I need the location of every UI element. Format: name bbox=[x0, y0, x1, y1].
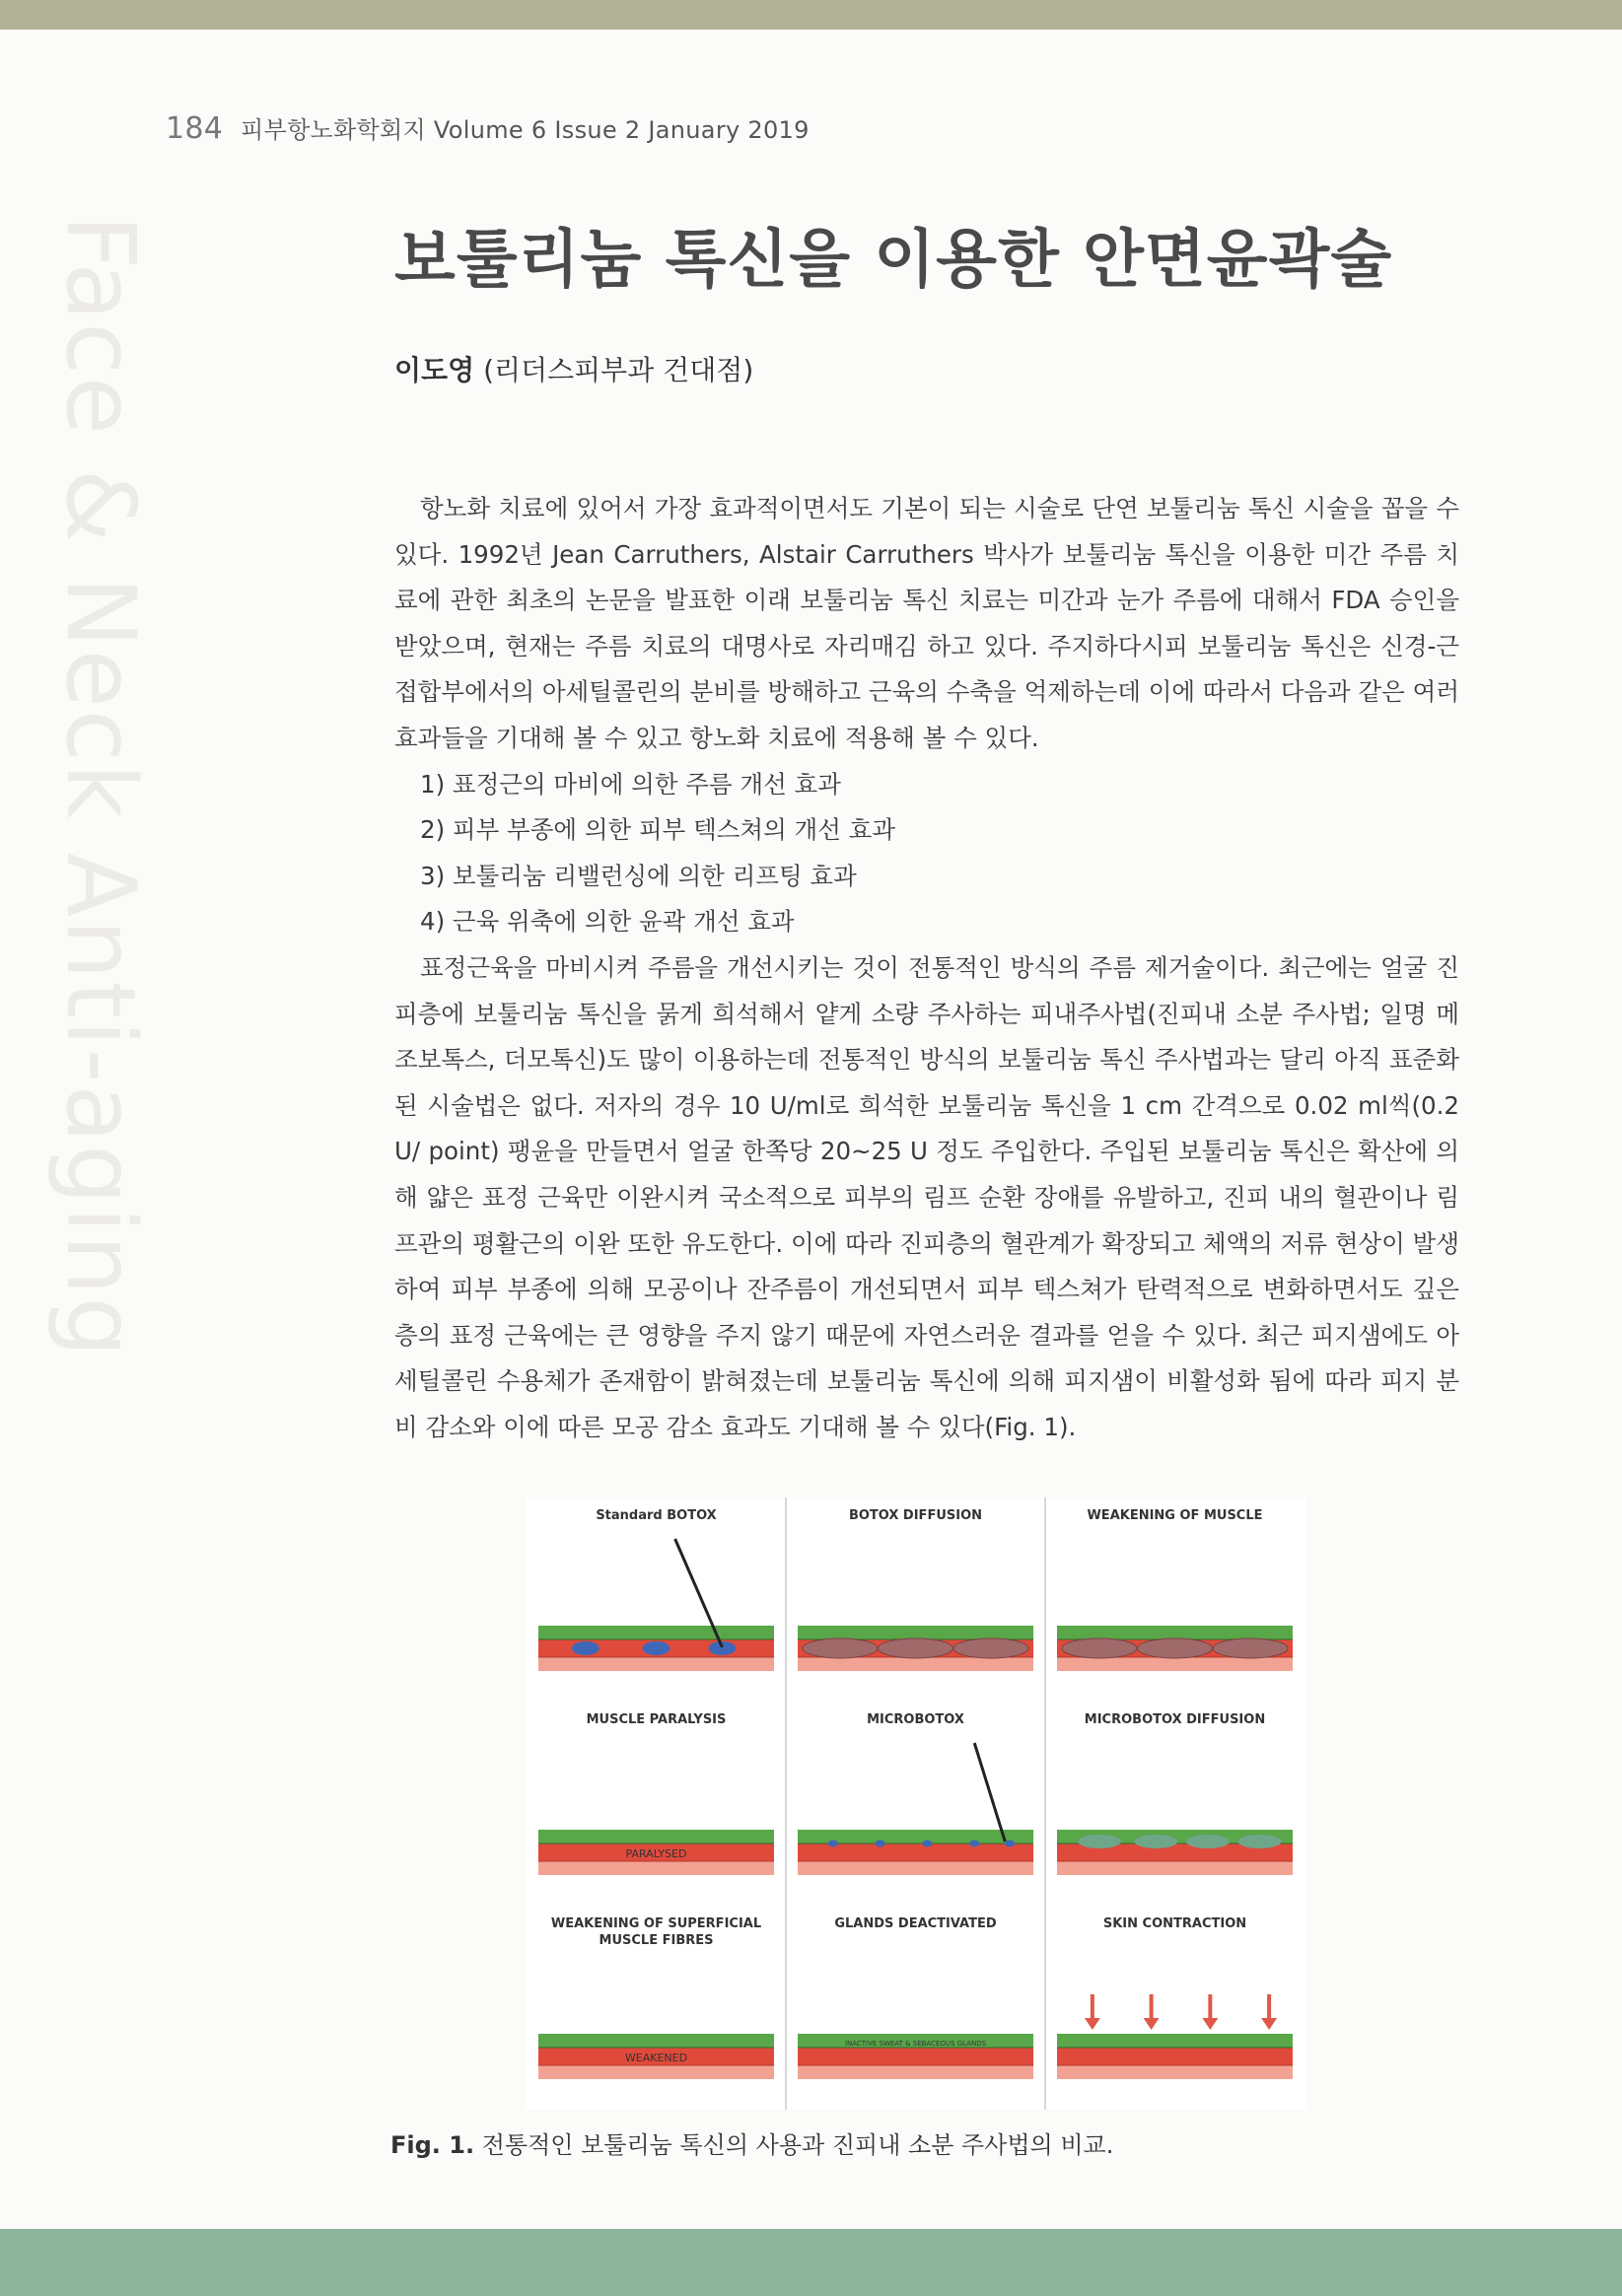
panel-title: GLANDS DEACTIVATED bbox=[834, 1916, 997, 1931]
panel-tag: WEAKENED bbox=[624, 2052, 688, 2064]
caption-label: Fig. 1. bbox=[390, 2131, 475, 2159]
article-body bbox=[394, 486, 1459, 1450]
deep-muscle-layer bbox=[538, 2065, 774, 2079]
panel-title: Standard BOTOX bbox=[596, 1508, 717, 1523]
deep-muscle-layer bbox=[798, 2065, 1033, 2079]
deep-muscle-layer bbox=[798, 1861, 1033, 1875]
page-number: 184 bbox=[166, 111, 224, 146]
panel-tag: INACTIVE SWEAT & SEBACEOUS GLANDS bbox=[844, 2040, 987, 2048]
microbotox-diffusion bbox=[1078, 1835, 1121, 1848]
botox-deposit bbox=[572, 1641, 599, 1655]
skin-layer bbox=[1057, 2034, 1293, 2048]
microbotox-diffusion bbox=[1186, 1835, 1230, 1848]
panel-title: BOTOX DIFFUSION bbox=[848, 1508, 983, 1523]
author-affiliation: (리더스피부과 건대점) bbox=[483, 354, 754, 386]
diffusion-area bbox=[803, 1638, 878, 1658]
bottom-color-band bbox=[0, 2229, 1622, 2296]
figure-1-diagram bbox=[527, 1497, 1305, 2110]
deep-muscle-layer bbox=[1057, 2065, 1293, 2079]
intro-paragraph: 항노화 치료에 있어서 가장 효과적이면서도 기본이 되는 시술로 단연 보툴리눔 톡신 시술을 꼽을 수 있다. 1992년 Jean Carruthers, Alstair Carruthers 박사가 보툴리눔 톡신을 이용한 미간 주름 치료에 관한 최초의 논문을 발표한 이래 보툴리눔 톡신 치료는 미간과 눈가 주름에 대해서 FDA 승인을 받았으며, 현재는 주름 치료의 대명사로 자리매김 하고 있다. 주지하다시피 보툴리눔 톡신은 신경-근 접합부에서의 아세틸콜린의 분비를 방해하고 근육의 수축을 억제하는데 이에 따라서 다음과 같은 여러 효과들을 기대해 볼 수 있고 항노화 치료에 적용해 볼 수 있다. bbox=[394, 494, 1459, 752]
running-header bbox=[166, 110, 810, 146]
top-color-band bbox=[0, 0, 1622, 30]
botox-deposit bbox=[708, 1641, 736, 1655]
author-line bbox=[394, 349, 753, 388]
deep-muscle-layer bbox=[798, 1657, 1033, 1671]
panel-title: MUSCLE PARALYSIS bbox=[586, 1712, 727, 1727]
skin-layer bbox=[1057, 1626, 1293, 1639]
list-item: 3) 보툴리눔 리밸런싱에 의한 리프팅 효과 bbox=[420, 861, 857, 890]
list-item: 1) 표정근의 마비에 의한 주름 개선 효과 bbox=[420, 769, 841, 799]
microbotox-diffusion bbox=[1238, 1835, 1282, 1848]
microbotox-deposit bbox=[922, 1841, 932, 1847]
skin-layer bbox=[798, 1626, 1033, 1639]
body-paragraph-2: 표정근육을 마비시켜 주름을 개선시키는 것이 전통적인 방식의 주름 제거술이다. 최근에는 얼굴 진피층에 보툴리눔 톡신을 묽게 희석해서 얕게 소량 주사하는 피내주사법(진피내 소분 주사법; 일명 메조보톡스, 더모톡신)도 많이 이용하는데 전통적인 방식의 보툴리눔 톡신 주사법과는 달리 아직 표준화된 시술법은 없다. 저자의 경우 10 U/ml로 희석한 보툴리눔 톡신을 1 cm 간격으로 0.02 ml씩(0.2 U/ point) 팽윤을 만들면서 얼굴 한쪽당 20~25 U 정도 주입한다. 주입된 보툴리눔 톡신은 확산에 의해 얇은 표정 근육만 이완시켜 국소적으로 피부의 림프 순환 장애를 유발하고, 진피 내의 혈관이나 림프관의 평활근의 이완 또한 유도한다. 이에 따라 진피층의 혈관계가 확장되고 체액의 저류 현상이 발생하여 피부 부종에 의해 모공이나 잔주름이 개선되면서 피부 텍스쳐가 탄력적으로 변화하면서도 깊은 층의 표정 근육에는 큰 영향을 주지 않기 때문에 자연스러운 결과를 얻을 수 있다. 최근 피지샘에도 아세틸콜린 수용체가 존재함이 밝혀졌는데 보툴리눔 톡신에 의해 피지샘이 비활성화 됨에 따라 피지 분비 감소와 이에 따른 모공 감소 효과도 기대해 볼 수 있다(Fig. 1). bbox=[394, 952, 1459, 1441]
figure-caption bbox=[390, 2125, 1113, 2160]
deep-muscle-layer bbox=[538, 1861, 774, 1875]
microbotox-deposit bbox=[828, 1841, 838, 1847]
panel-title: MICROBOTOX DIFFUSION bbox=[1084, 1712, 1266, 1727]
microbotox-deposit bbox=[876, 1841, 885, 1847]
author-name: 이도영 bbox=[394, 354, 475, 386]
panel-title: MICROBOTOX bbox=[867, 1712, 964, 1727]
microbotox-deposit bbox=[969, 1841, 979, 1847]
diffusion-area bbox=[1213, 1638, 1288, 1658]
article-title: 보툴리눔 톡신을 이용한 안면윤곽술 bbox=[394, 223, 1393, 297]
skin-layer bbox=[538, 2034, 774, 2048]
journal-name: 피부항노화학회지 bbox=[241, 116, 426, 144]
panel-title: SKIN CONTRACTION bbox=[1102, 1916, 1247, 1931]
diffusion-area bbox=[879, 1638, 953, 1658]
superficial-muscle-layer bbox=[798, 2048, 1033, 2065]
panel-title: WEAKENING OF SUPERFICIAL bbox=[550, 1916, 762, 1931]
side-watermark-title: Face & Neck Anti-aging bbox=[45, 215, 156, 1359]
panel-title: WEAKENING OF MUSCLE bbox=[1087, 1508, 1263, 1523]
list-item: 2) 피부 부종에 의한 피부 텍스쳐의 개선 효과 bbox=[420, 815, 895, 845]
deep-muscle-layer bbox=[1057, 1861, 1293, 1875]
panel-title: MUSCLE FIBRES bbox=[599, 1933, 714, 1948]
diffusion-area bbox=[953, 1638, 1028, 1658]
skin-layer bbox=[538, 1626, 774, 1639]
caption-text: 전통적인 보툴리눔 톡신의 사용과 진피내 소분 주사법의 비교. bbox=[481, 2131, 1114, 2159]
superficial-muscle-layer bbox=[1057, 2048, 1293, 2065]
skin-layer bbox=[538, 1830, 774, 1844]
deep-muscle-layer bbox=[1057, 1657, 1293, 1671]
microbotox-diffusion bbox=[1134, 1835, 1177, 1848]
diffusion-area bbox=[1138, 1638, 1213, 1658]
diffusion-area bbox=[1062, 1638, 1137, 1658]
journal-issue: Volume 6 Issue 2 January 2019 bbox=[433, 116, 810, 144]
panel-tag: PARALYSED bbox=[625, 1847, 687, 1860]
deep-muscle-layer bbox=[538, 1657, 774, 1671]
list-item: 4) 근육 위축에 의한 윤곽 개선 효과 bbox=[420, 907, 795, 937]
botox-deposit bbox=[643, 1641, 670, 1655]
